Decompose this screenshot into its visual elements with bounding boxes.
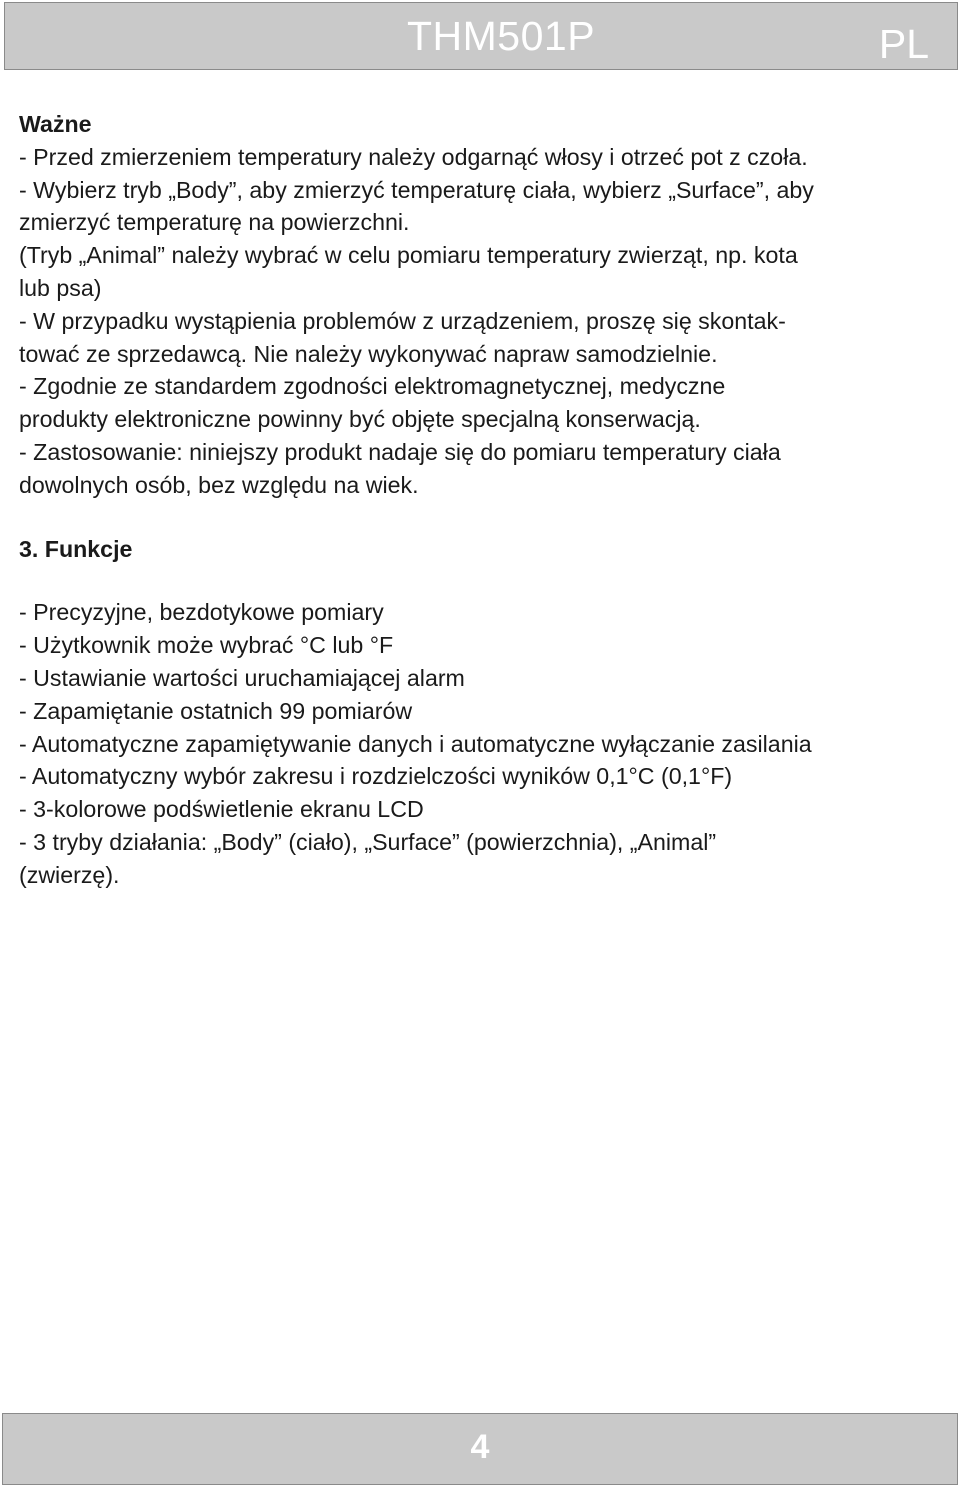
model-name: THM501P [407, 13, 596, 59]
important-section [19, 141, 954, 502]
function-item: - Ustawianie wartości uruchamiającej alarm [19, 664, 465, 691]
functions-heading: 3. Funkcje [19, 535, 133, 562]
important-line: dowolnych osób, bez względu na wiek. [19, 471, 419, 498]
important-line: - W przypadku wystąpienia problemów z urządzeniem, proszę się skontak- [19, 307, 786, 334]
page-number: 4 [470, 1428, 490, 1466]
important-line: - Zastosowanie: niniejszy produkt nadaje się do pomiaru temperatury ciała [19, 438, 781, 465]
function-item: - 3 tryby działania: „Body” (ciało), „Surface” (powierzchnia), „Animal” [19, 828, 717, 855]
function-item: - Precyzyjne, bezdotykowe pomiary [19, 599, 384, 626]
spacer [19, 565, 954, 596]
functions-list [19, 596, 954, 891]
important-line: - Zgodnie ze standardem zgodności elektromagnetycznej, medyczne [19, 373, 726, 400]
spacer [19, 502, 954, 533]
function-item: - Automatyczny wybór zakresu i rozdzielczości wyników 0,1°C (0,1°F) [19, 763, 733, 790]
important-line: lub psa) [19, 274, 102, 301]
important-line: produkty elektroniczne powinny być objęte specjalną konserwacją. [19, 406, 701, 433]
function-item: - Zapamiętanie ostatnich 99 pomiarów [19, 697, 413, 724]
function-item: - Automatyczne zapamiętywanie danych i automatyczne wyłączanie zasilania [19, 730, 812, 757]
important-heading: Ważne [19, 111, 92, 137]
important-line: zmierzyć temperaturę na powierzchni. [19, 209, 410, 236]
function-item: - Użytkownik może wybrać °C lub °F [19, 632, 394, 659]
important-line: tować ze sprzedawcą. Nie należy wykonywać napraw samodzielnie. [19, 340, 718, 367]
important-line: (Tryb „Animal” należy wybrać w celu pomiaru temperatury zwierząt, np. kota [19, 242, 798, 269]
page-content [19, 108, 954, 892]
language-code: PL [878, 21, 929, 67]
footer-bar [2, 1413, 958, 1485]
header-bar [4, 2, 958, 70]
function-item: - 3-kolorowe podświetlenie ekranu LCD [19, 796, 424, 823]
function-item: (zwierzę). [19, 861, 120, 888]
important-line: - Wybierz tryb „Body”, aby zmierzyć temperaturę ciała, wybierz „Surface”, aby [19, 176, 814, 203]
important-line: - Przed zmierzeniem temperatury należy odgarnąć włosy i otrzeć pot z czoła. [19, 143, 808, 170]
